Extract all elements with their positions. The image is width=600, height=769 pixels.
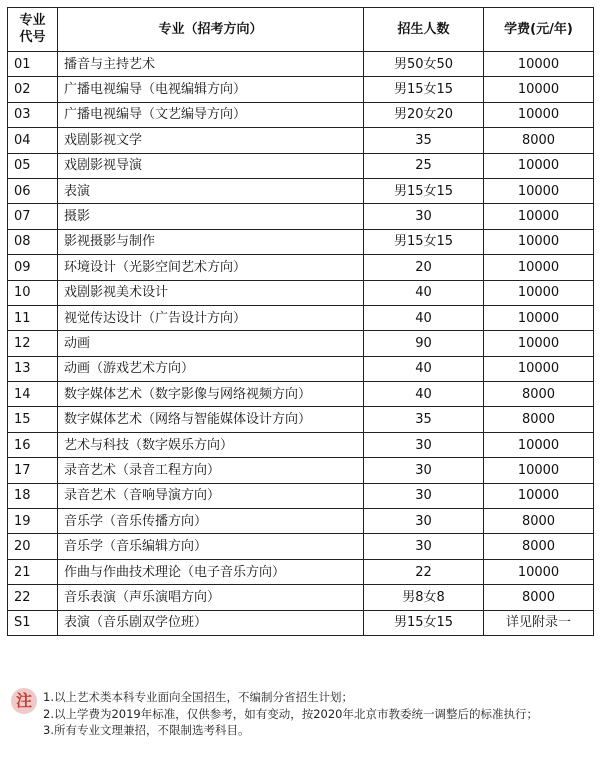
note-badge: 注 — [11, 688, 37, 714]
row-code: 09 — [8, 255, 58, 280]
row-quota: 35 — [364, 407, 484, 432]
row-major-name: 戏剧影视导演 — [58, 153, 364, 178]
row-major-name: 表演 — [58, 178, 364, 203]
header-code-line2: 代号 — [19, 29, 46, 45]
row-quota: 40 — [364, 280, 484, 305]
row-fee: 详见附录一 — [484, 610, 594, 635]
row-quota: 男20女20 — [364, 102, 484, 127]
note-line-2: 2.以上学费为2019年标准，仅供参考，如有变动，按2020年北京市教委统一调整后的标准执行； — [43, 706, 539, 721]
row-fee: 8000 — [484, 509, 594, 534]
table-row — [8, 585, 594, 610]
row-major-name: 音乐学（音乐编辑方向） — [58, 534, 364, 559]
table-row — [8, 128, 594, 153]
row-fee: 10000 — [484, 255, 594, 280]
header-quota: 招生人数 — [364, 8, 484, 52]
row-fee: 8000 — [484, 128, 594, 153]
row-quota: 男50女50 — [364, 52, 484, 77]
row-code: 17 — [8, 458, 58, 483]
row-quota: 25 — [364, 153, 484, 178]
row-code: 19 — [8, 509, 58, 534]
row-fee: 10000 — [484, 559, 594, 584]
row-quota: 男15女15 — [364, 229, 484, 254]
table-row — [8, 432, 594, 457]
row-code: 20 — [8, 534, 58, 559]
enrollment-table — [7, 7, 594, 636]
row-fee: 10000 — [484, 280, 594, 305]
row-major-name: 动画（游戏艺术方向） — [58, 356, 364, 381]
table-row — [8, 52, 594, 77]
row-major-name: 艺术与科技（数字娱乐方向） — [58, 432, 364, 457]
table-row — [8, 204, 594, 229]
row-major-name: 音乐表演（声乐演唱方向） — [58, 585, 364, 610]
row-fee: 10000 — [484, 229, 594, 254]
note-line-3: 3.所有专业文理兼招，不限制选考科目。 — [43, 723, 250, 737]
row-fee: 10000 — [484, 153, 594, 178]
header-name: 专业（招考方向） — [58, 8, 364, 52]
header-code — [8, 8, 58, 52]
row-major-name: 录音艺术（音响导演方向） — [58, 483, 364, 508]
row-major-name: 数字媒体艺术（数字影像与网络视频方向） — [58, 382, 364, 407]
row-code: 05 — [8, 153, 58, 178]
row-major-name: 音乐学（音乐传播方向） — [58, 509, 364, 534]
row-quota: 30 — [364, 483, 484, 508]
row-fee: 10000 — [484, 432, 594, 457]
row-fee: 10000 — [484, 305, 594, 330]
row-major-name: 广播电视编导（电视编辑方向） — [58, 77, 364, 102]
row-fee: 10000 — [484, 102, 594, 127]
table-row — [8, 483, 594, 508]
row-fee: 10000 — [484, 178, 594, 203]
table-row — [8, 178, 594, 203]
row-quota: 男15女15 — [364, 178, 484, 203]
table-row — [8, 458, 594, 483]
row-fee: 10000 — [484, 458, 594, 483]
table-row — [8, 255, 594, 280]
row-quota: 40 — [364, 356, 484, 381]
row-quota: 30 — [364, 509, 484, 534]
row-quota: 男15女15 — [364, 77, 484, 102]
notes-section — [7, 684, 593, 764]
row-quota: 30 — [364, 204, 484, 229]
table-row — [8, 559, 594, 584]
row-fee: 10000 — [484, 356, 594, 381]
table-row — [8, 356, 594, 381]
table-row — [8, 153, 594, 178]
row-quota: 男8女8 — [364, 585, 484, 610]
table-row — [8, 534, 594, 559]
table-header-row — [8, 8, 594, 52]
row-major-name: 戏剧影视文学 — [58, 128, 364, 153]
row-code: 12 — [8, 331, 58, 356]
header-code-line1: 专业 — [19, 13, 46, 29]
row-fee: 10000 — [484, 52, 594, 77]
row-code: 02 — [8, 77, 58, 102]
row-fee: 10000 — [484, 204, 594, 229]
row-quota: 90 — [364, 331, 484, 356]
table-row — [8, 610, 594, 635]
table-row — [8, 509, 594, 534]
row-major-name: 作曲与作曲技术理论（电子音乐方向） — [58, 559, 364, 584]
row-major-name: 摄影 — [58, 204, 364, 229]
row-code: 10 — [8, 280, 58, 305]
table-row — [8, 229, 594, 254]
header-fee: 学费(元/年) — [484, 8, 594, 52]
row-code: 04 — [8, 128, 58, 153]
table-row — [8, 77, 594, 102]
note-line-1: 1.以上艺术类本科专业面向全国招生，不编制分省招生计划； — [43, 690, 353, 704]
row-major-name: 录音艺术（录音工程方向） — [58, 458, 364, 483]
table-row — [8, 382, 594, 407]
row-code: 14 — [8, 382, 58, 407]
row-major-name: 视觉传达设计（广告设计方向） — [58, 305, 364, 330]
row-code: 01 — [8, 52, 58, 77]
row-major-name: 动画 — [58, 331, 364, 356]
row-code: 06 — [8, 178, 58, 203]
row-quota: 男15女15 — [364, 610, 484, 635]
row-fee: 10000 — [484, 331, 594, 356]
row-code: 08 — [8, 229, 58, 254]
row-quota: 40 — [364, 305, 484, 330]
row-major-name: 表演（音乐剧双学位班） — [58, 610, 364, 635]
row-code: S1 — [8, 610, 58, 635]
row-quota: 40 — [364, 382, 484, 407]
row-quota: 22 — [364, 559, 484, 584]
table-row — [8, 280, 594, 305]
row-quota: 30 — [364, 534, 484, 559]
row-fee: 10000 — [484, 483, 594, 508]
table-row — [8, 102, 594, 127]
row-code: 11 — [8, 305, 58, 330]
row-fee: 8000 — [484, 407, 594, 432]
row-code: 13 — [8, 356, 58, 381]
table-row — [8, 331, 594, 356]
row-major-name: 影视摄影与制作 — [58, 229, 364, 254]
row-major-name: 播音与主持艺术 — [58, 52, 364, 77]
row-quota: 20 — [364, 255, 484, 280]
row-code: 22 — [8, 585, 58, 610]
row-fee: 10000 — [484, 77, 594, 102]
note-lines — [43, 689, 588, 739]
row-major-name: 数字媒体艺术（网络与智能媒体设计方向） — [58, 407, 364, 432]
row-major-name: 广播电视编导（文艺编导方向） — [58, 102, 364, 127]
row-code: 21 — [8, 559, 58, 584]
row-code: 03 — [8, 102, 58, 127]
row-code: 18 — [8, 483, 58, 508]
table-row — [8, 407, 594, 432]
row-code: 16 — [8, 432, 58, 457]
row-quota: 30 — [364, 432, 484, 457]
row-quota: 30 — [364, 458, 484, 483]
table-row — [8, 305, 594, 330]
row-code: 15 — [8, 407, 58, 432]
row-fee: 8000 — [484, 534, 594, 559]
row-fee: 8000 — [484, 382, 594, 407]
row-quota: 35 — [364, 128, 484, 153]
row-fee: 8000 — [484, 585, 594, 610]
row-code: 07 — [8, 204, 58, 229]
row-major-name: 环境设计（光影空间艺术方向） — [58, 255, 364, 280]
row-major-name: 戏剧影视美术设计 — [58, 280, 364, 305]
